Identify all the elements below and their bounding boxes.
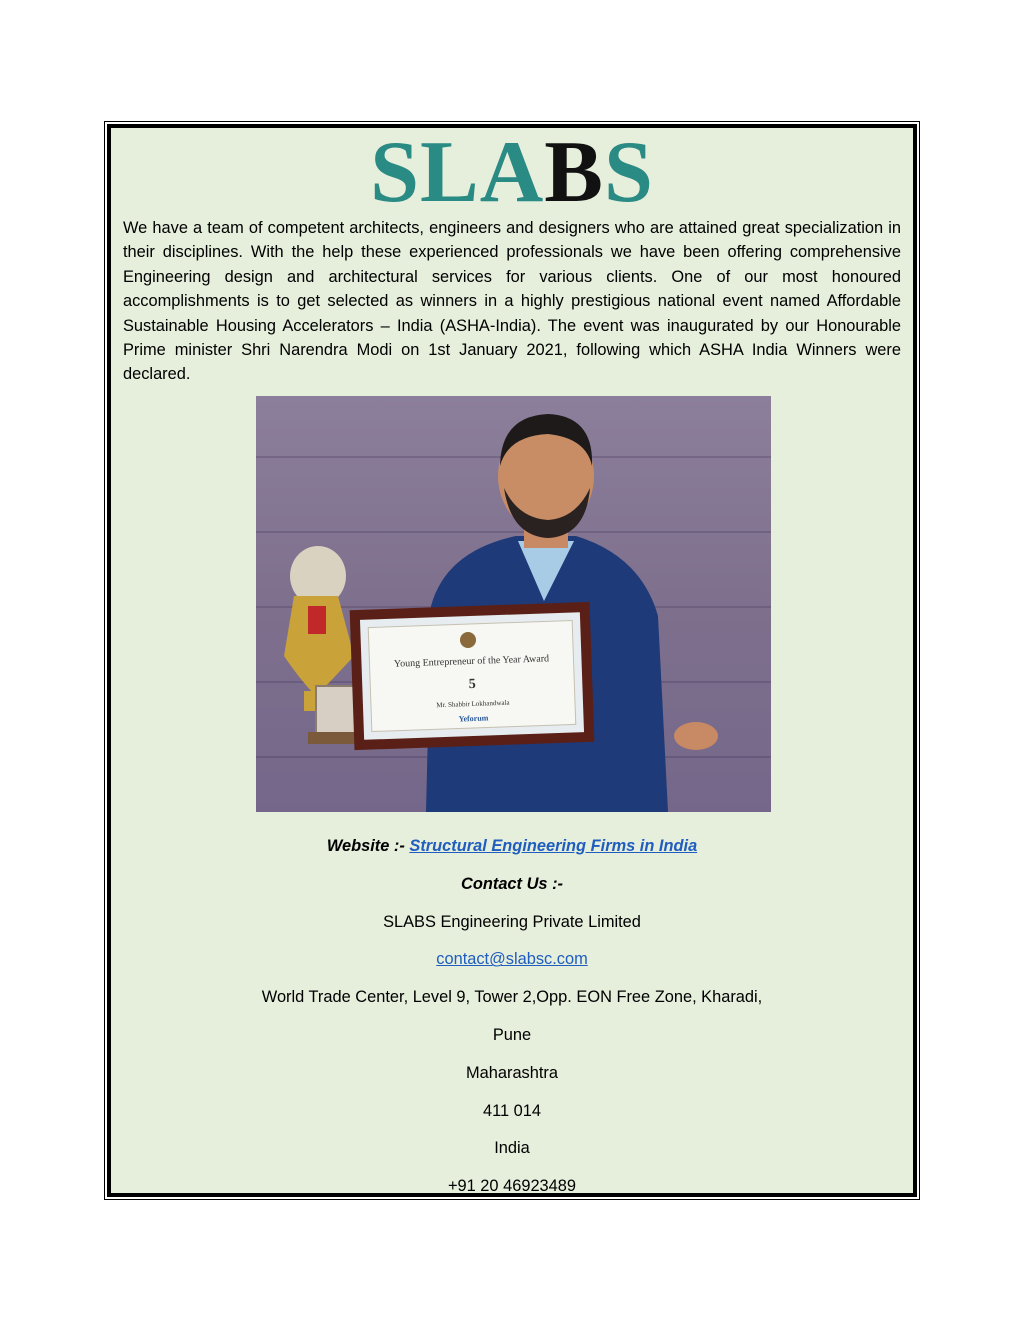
certificate-name: Mr. Shabbir Lokhandwala xyxy=(436,698,510,710)
website-row xyxy=(111,828,913,866)
award-photo xyxy=(256,396,771,812)
address-line: World Trade Center, Level 9, Tower 2,Opp. EON Free Zone, Kharadi, xyxy=(261,988,763,1007)
logo-text-part1: SLA xyxy=(370,124,545,221)
website-link[interactable]: Structural Engineering Firms in India xyxy=(409,837,698,855)
contact-us-label: Contact Us :- xyxy=(461,874,563,893)
certificate-number: 5 xyxy=(468,676,477,693)
certificate-footer: Yeforum xyxy=(458,713,489,724)
document-panel xyxy=(107,124,917,1197)
intro-paragraph: We have a team of competent architects, engineers and designers who are attained great specialization in their disciplines. With the help these experienced professionals we have been offering comprehensive Engineering design and architectural services for various clients. One of our most honoured accomplishments is to get selected as winners in a highly prestigious national event named Affordable Sustainable Housing Accelerators – India (ASHA-India). The event was inaugurated by our Honourable Prime minister Shri Narendra Modi on 1st January 2021, following which ASHA India Winners were declared. xyxy=(123,219,901,384)
logo-text-part3: S xyxy=(603,124,654,221)
state: Maharashtra xyxy=(465,1063,558,1082)
person-illustration xyxy=(256,396,771,812)
website-label: Website :- xyxy=(326,837,405,855)
company-name: SLABS Engineering Private Limited xyxy=(383,912,641,931)
country: India xyxy=(494,1139,530,1158)
certificate-title: Young Entrepreneur of the Year Award xyxy=(393,653,550,670)
contact-section xyxy=(111,828,913,1206)
email-row xyxy=(111,941,913,979)
document-frame xyxy=(104,121,920,1200)
city: Pune xyxy=(492,1025,532,1044)
slabs-logo xyxy=(111,124,913,221)
pin-code: 411 014 xyxy=(482,1101,542,1120)
logo-text-part2: B xyxy=(544,124,604,221)
email-link[interactable]: contact@slabsc.com xyxy=(436,950,588,969)
phone-number: +91 20 46923489 xyxy=(447,1177,577,1196)
